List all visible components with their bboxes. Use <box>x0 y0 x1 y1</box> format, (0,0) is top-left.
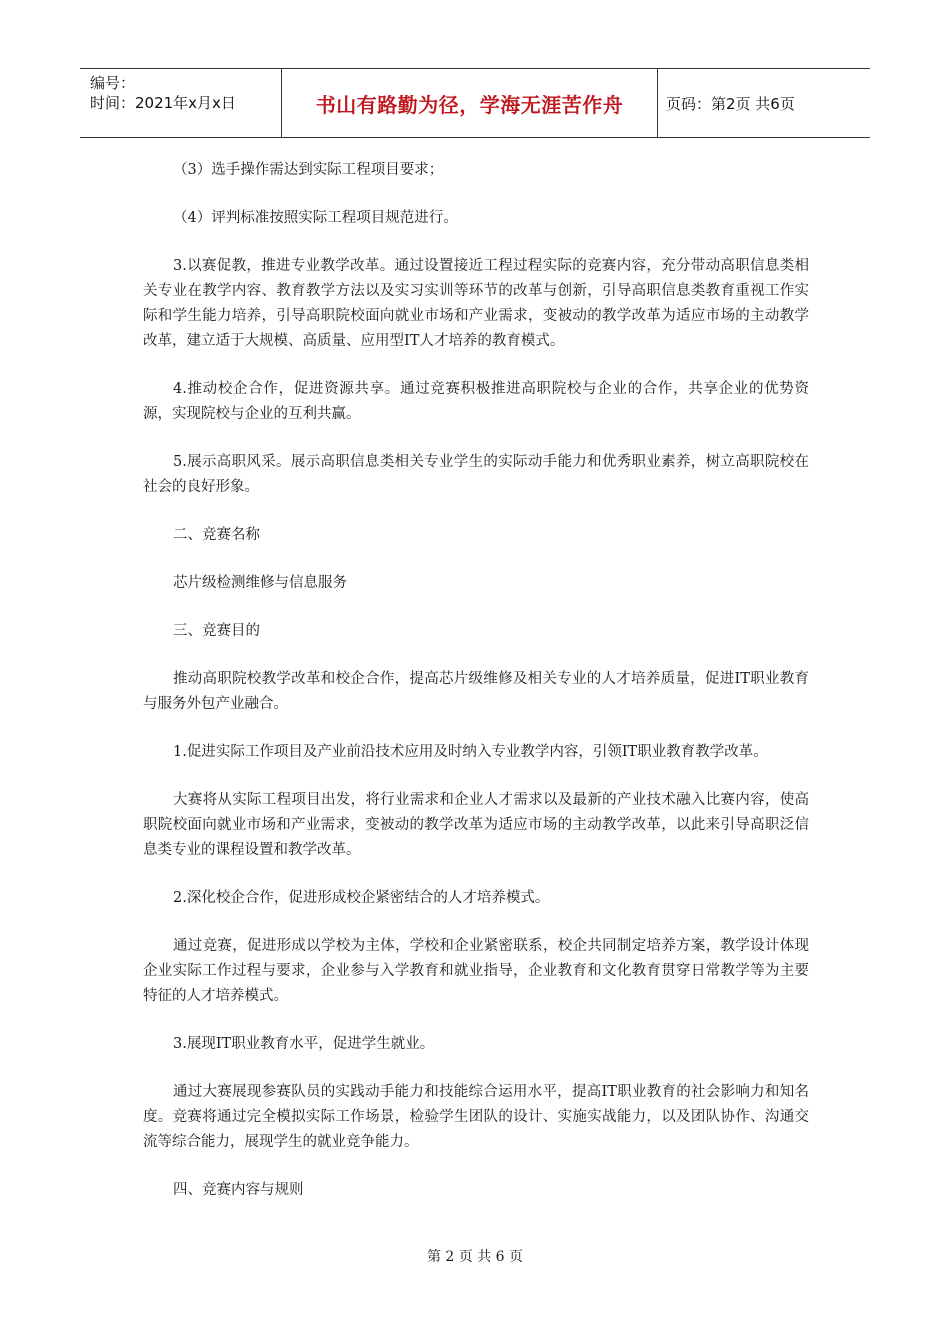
header-page-info: 页码：第2页 共6页 <box>666 94 795 113</box>
paragraph: 芯片级检测维修与信息服务 <box>173 575 347 591</box>
paragraph: 4.推动校企合作，促进资源共享。通过竞赛积极推进高职院校与企业的合作，共享企业的优势资源，实现院校与企业的互利共赢。 <box>143 381 809 422</box>
paragraph: 3.以赛促教，推进专业教学改革。通过设置接近工程过程实际的竞赛内容，充分带动高职信息类相关专业在教学内容、教育教学方法以及实习实训等环节的改革与创新，引导高职信息类教育重视工作实际和学生能力培养，引导高职院校面向就业市场和产业需求，变被动的教学改革为适应市场的主动教学改革，建立适于大规模、高质量、应用型IT人才培养的教育模式。 <box>143 258 809 349</box>
header-meta <box>80 69 282 137</box>
page-footer: 第 2 页 共 6 页 <box>426 1249 524 1265</box>
header-motto: 书山有路勤为径，学海无涯苦作舟 <box>282 69 658 137</box>
section-heading: 二、竞赛名称 <box>173 527 260 543</box>
paragraph: 推动高职院校教学改革和校企合作，提高芯片级维修及相关专业的人才培养质量，促进IT职业教育与服务外包产业融合。 <box>143 671 809 712</box>
paragraph: 1.促进实际工作项目及产业前沿技术应用及时纳入专业教学内容，引领IT职业教育教学改革。 <box>173 744 768 760</box>
document-body <box>143 158 809 1226</box>
paragraph: （3）选手操作需达到实际工程项目要求； <box>173 162 444 178</box>
paragraph: 5.展示高职风采。展示高职信息类相关专业学生的实际动手能力和优秀职业素养，树立高职院校在社会的良好形象。 <box>143 454 809 495</box>
paragraph: （4）评判标准按照实际工程项目规范进行。 <box>173 210 458 226</box>
page-header <box>80 68 870 138</box>
paragraph: 2.深化校企合作，促进形成校企紧密结合的人才培养模式。 <box>173 890 550 906</box>
paragraph: 通过竞赛，促进形成以学校为主体，学校和企业紧密联系，校企共同制定培养方案，教学设计体现企业实际工作过程与要求，企业参与入学教育和就业指导，企业教育和文化教育贯穿日常教学等为主要特征的人才培养模式。 <box>143 938 809 1004</box>
document-date: 时间：2021年x月x日 <box>90 94 236 112</box>
paragraph: 大赛将从实际工程项目出发，将行业需求和企业人才需求以及最新的产业技术融入比赛内容，使高职院校面向就业市场和产业需求，变被动的教学改革为适应市场的主动教学改革，以此来引导高职泛信息类专业的课程设置和教学改革。 <box>143 792 809 858</box>
section-heading: 三、竞赛目的 <box>173 623 260 639</box>
document-number: 编号： <box>90 74 136 92</box>
paragraph: 3.展现IT职业教育水平，促进学生就业。 <box>173 1036 435 1052</box>
paragraph: 通过大赛展现参赛队员的实践动手能力和技能综合运用水平，提高IT职业教育的社会影响力和知名度。竞赛将通过完全模拟实际工作场景，检验学生团队的设计、实施实战能力，以及团队协作、沟通交流等综合能力，展现学生的就业竞争能力。 <box>143 1084 809 1150</box>
section-heading: 四、竞赛内容与规则 <box>173 1182 304 1198</box>
